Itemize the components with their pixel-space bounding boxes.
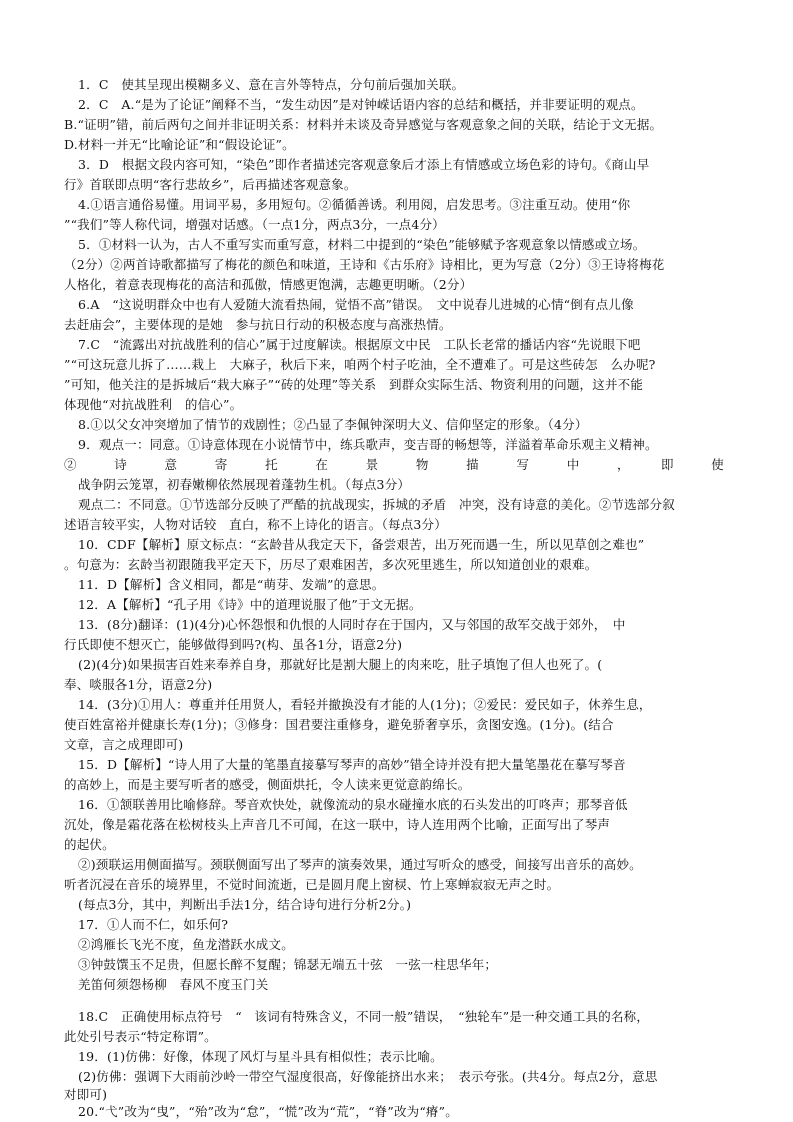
answer-16-line-5: 听者沉浸在音乐的境界里，不觉时间流逝，已是圆月爬上窗棂、竹上寒蝉寂寂无声之时。	[64, 877, 560, 892]
answer-14-line-1: 14．(3分)①用人：尊重并任用贤人，看轻并撤换没有才能的人(1分)；②爱民：爱民如子，休养生息，	[78, 697, 652, 712]
answer-16-line-3: 的起伏。	[64, 837, 115, 852]
answer-12-line-1: 12．A【解析】“孔子用《诗》中的道理说服了他”于文无据。	[78, 597, 422, 612]
answer-8-line-1: 8.①以父女冲突增加了情节的戏剧性；②凸显了李佩钟深明大义、信仰坚定的形象。（4分）	[78, 417, 588, 432]
answer-19-line-1: 19．(1)仿佛：好像，体现了风灯与星斗具有相似性；表示比喻。	[78, 1049, 443, 1064]
answer-16-line-6: (每点3分，其中，判断出手法1分，结合诗句进行分析2分。)	[78, 897, 412, 912]
answer-11-line-1: 11．D【解析】含义相同，都是“萌芽、发端”的意思。	[78, 577, 385, 592]
answer-16-line-1: 16．①颔联善用比喻修辞。琴音欢快处，就像流动的泉水碰撞水底的石头发出的叮咚声；那琴音低	[78, 797, 628, 812]
answer-2-line-1: 2．C A.“是为了论证”阐释不当，“发生动因”是对钟嵘话语内容的总结和概括，并非要证明的观点。	[78, 97, 644, 112]
answer-19-line-2: (2)仿佛：强调下大雨前沙岭一带空气湿度很高，好像能挤出水来； 表示夸张。(共4分。每点2分，意思	[78, 1069, 658, 1084]
answer-17-line-4: 羌笛何须怨杨柳 春风不度玉门关	[78, 977, 269, 992]
answer-17-line-3: ③钟鼓馔玉不足贵，但愿长醉不复醒；锦瑟无端五十弦 一弦一柱思华年；	[78, 957, 498, 972]
answer-3-line-1: 3．D 根据文段内容可知，“染色”即作者描述完客观意象后才添上有情感或立场色彩的诗句。《商山早	[78, 157, 650, 172]
answer-7-line-2: ”“可这玩意儿拆了……栽上 大麻子，秋后下来，咱两个村子吃油，全不遭难了。可是这些砖怎 么办呢?	[64, 357, 656, 372]
answer-5-line-3: 人格化，着意表现梅花的高洁和孤傲，情感更饱满，志趣更明晰。（2分）	[64, 277, 473, 292]
answer-15-line-1: 15．D【解析】“诗人用了大量的笔墨直接摹写琴声的高妙”错全诗并没有把大量笔墨花在摹写琴音	[78, 757, 626, 772]
answer-17-line-1: 17．①人而不仁，如乐何?	[78, 917, 229, 932]
answer-5-line-2: （2分）②两首诗歌都描写了梅花的颜色和味道，王诗和《古乐府》诗相比，更为写意（2分）③王诗将梅花	[64, 257, 665, 272]
answer-9-line-2: ② 诗 意 寄 托 在 景 物 描 写 中 ， 即 使	[64, 457, 724, 472]
answer-9-line-5: 述语言较平实，人物对话较 直白，称不上诗化的语言。（每点3分）	[64, 517, 447, 532]
answer-10-line-1: 10．CDF【解析】原文标点：“玄龄昔从我定天下，备尝艰苦，出万死而遇一生，所以见草创之难也”	[78, 537, 645, 552]
answer-2-line-2: B.“证明”错，前后两句之间并非证明关系：材料并未谈及奇异感觉与客观意象之间的关联，结论于文无据。	[64, 117, 663, 132]
answer-9-line-1: 9．观点一：同意。①诗意体现在小说情节中，练兵歌声，变吉哥的畅想等，洋溢着革命乐观主义精神。	[78, 437, 658, 452]
answer-10-line-2: 。句意为：玄龄当初跟随我平定天下，历尽了艰难困苦，多次死里逃生，所以知道创业的艰难。	[64, 557, 598, 572]
answer-5-line-1: 5．①材料一认为，古人不重写实而重写意，材料二中提到的“染色”能够赋予客观意象以情感或立场。	[78, 237, 646, 252]
answer-16-line-4: ②)颈联运用侧面描写。颈联侧面写出了琴声的演奏效果，通过写听众的感受，间接写出音乐的高妙。	[78, 857, 642, 872]
answer-14-line-3: 文章，言之成理即可)	[64, 737, 184, 752]
answer-9-line-4: 观点二：不同意。①节选部分反映了严酷的抗战现实，拆城的矛盾 冲突，没有诗意的美化。②节选部分叙	[78, 497, 675, 512]
answer-17-line-2: ②鸿雁长飞光不度，鱼龙潜跃水成文。	[78, 937, 294, 952]
answer-15-line-2: 的高妙上，而是主要写听者的感受，侧面烘托，令人读来更觉意韵绵长。	[64, 777, 471, 792]
answer-13-line-3: (2)(4分)如果损害百姓来奉养自身，那就好比是割大腿上的肉来吃，肚子填饱了但人也死了。(	[78, 657, 603, 672]
answer-6-line-1: 6.A “这说明群众中也有人爱随大流看热闹，觉悟不高”错误。 文中说春儿进城的心情“倒有点儿像	[78, 297, 634, 312]
answer-18-line-1: 18.C 正确使用标点符号 “ 该词有特殊含义，不同一般”错误， “独轮车”是一种交通工具的名称，	[78, 1009, 650, 1024]
answer-19-line-3: 对即可)	[64, 1087, 108, 1102]
answer-14-line-2: 使百姓富裕并健康长寿(1分)；③修身：国君要注重修身，避免骄奢享乐，贪图安逸。(1分)。(结合	[64, 717, 614, 732]
answer-9-line-3: 战争阴云笼罩，初春嫩柳依然展现着蓬勃生机。（每点3分）	[78, 477, 411, 492]
answer-13-line-2: 行氏即使不想灭亡，能够做得到吗?(构、虽各1分，语意2分)	[64, 637, 403, 652]
answer-3-line-2: 行》首联即点明“客行悲故乡”，后再描述客观意象。	[64, 177, 357, 192]
answer-13-line-4: 奉、啖服各1分，语意2分)	[64, 677, 213, 692]
answer-20-line-1: 20.“弋”改为“曳”，“殆”改为“怠”，“慌”改为“荒”，“脊”改为“瘠”。	[78, 1104, 458, 1119]
answer-7-line-3: ”可知，他关注的是拆城后“栽大麻子”“砖的处理”等关系 到群众实际生活、物资利用的问题，这并不能	[64, 377, 644, 392]
answer-6-line-2: 去赶庙会”，主要体现的是她 参与抗日行动的积极态度与高涨热情。	[64, 317, 452, 332]
answer-7-line-4: 体现他“对抗战胜利 的信心”。	[64, 397, 243, 412]
answer-1-line-1: 1．C 使其呈现出模糊多义、意在言外等特点，分句前后强加关联。	[78, 77, 465, 92]
answer-13-line-1: 13．(8分)翻译：(1)(4分)心怀怨恨和仇恨的人同时存在于国内，又与邻国的敌军交战于郊外， 中	[78, 617, 626, 632]
answer-2-line-3: D.材料一并无“比喻论证”和“假设论证”。	[64, 137, 295, 152]
answer-7-line-1: 7.C “流露出对抗战胜利的信心”属于过度解读。根据原文中民 工队长老常的播话内容“先说眼下吧	[78, 337, 641, 352]
answer-18-line-2: 此处引号表示“特定称谓”。	[64, 1029, 217, 1044]
answer-4-line-1: 4.①语言通俗易懂。用词平易，多用短句。②循循善诱。利用阅，启发思考。③注重互动。使用“你	[78, 197, 631, 212]
answer-4-line-2: ”“我们”等人称代词，增强对话感。（一点1分，两点3分，一点4分）	[64, 217, 445, 232]
answer-16-line-2: 沉处，像是霜花落在松树枝头上声音几不可闻，在这一联中，诗人连用两个比喻，正面写出了琴声	[64, 817, 611, 832]
